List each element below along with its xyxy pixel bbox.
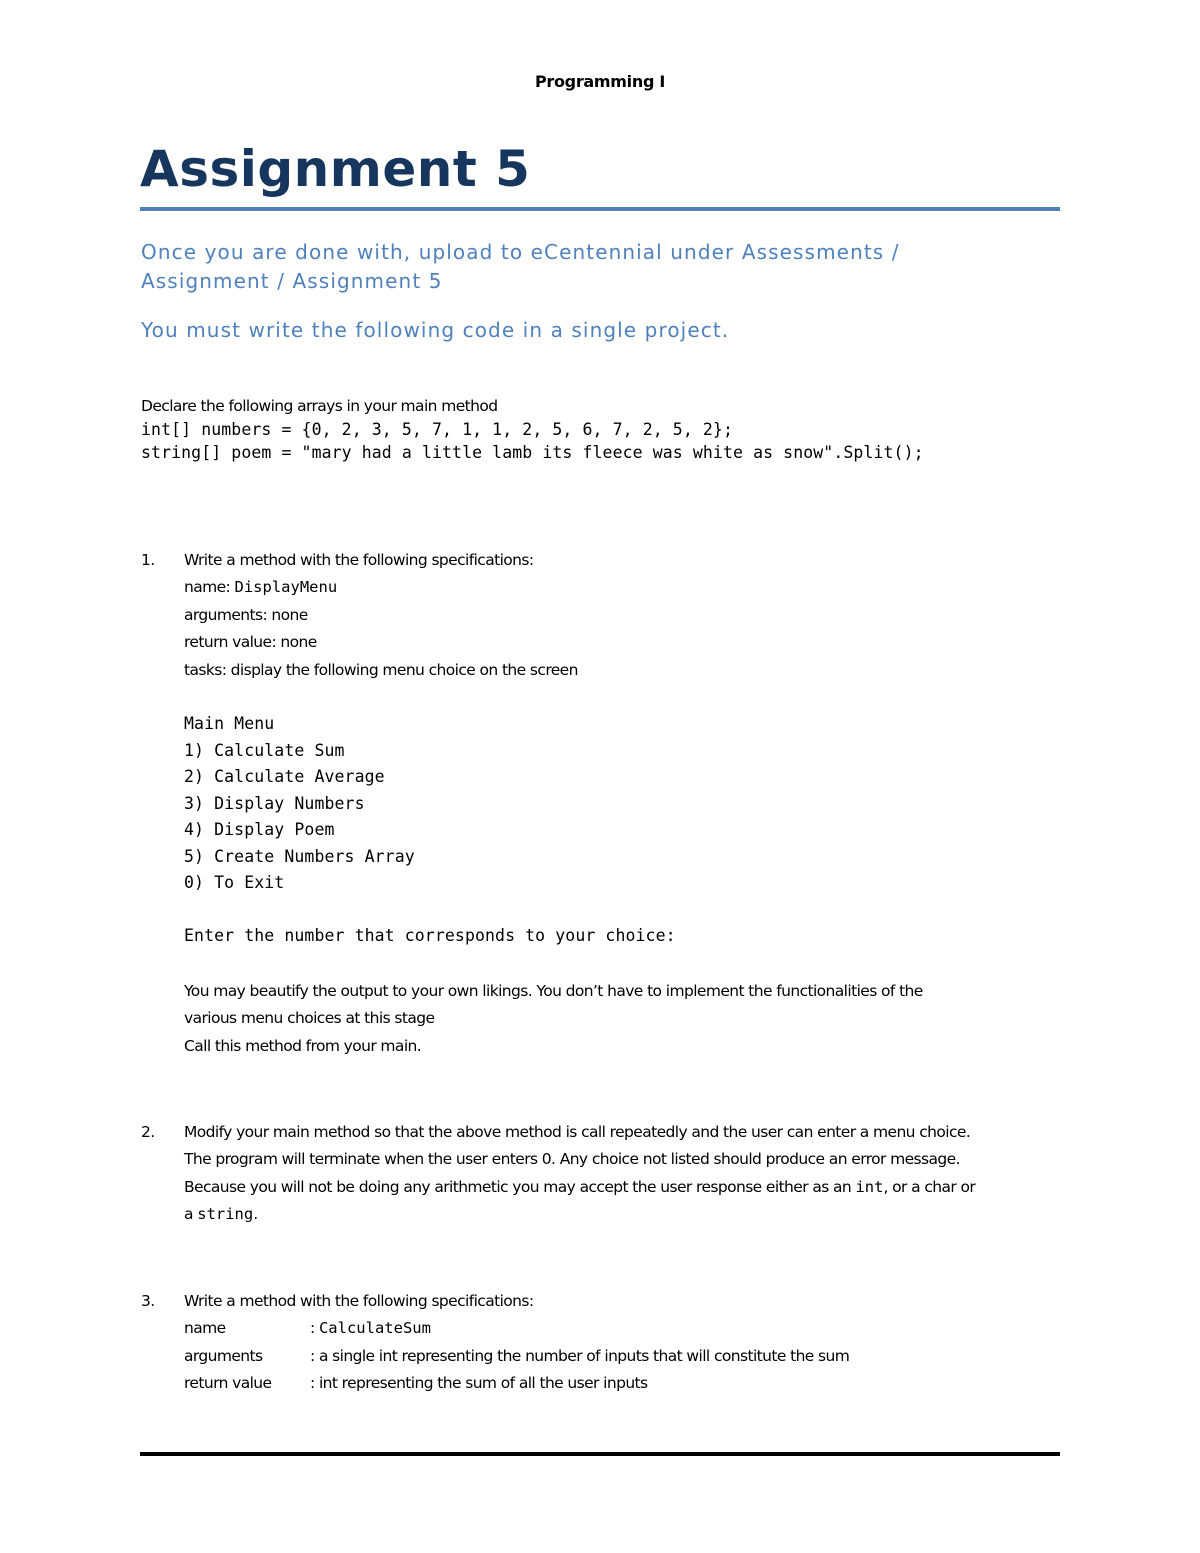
q3-name-spec xyxy=(184,1315,1064,1342)
q3-name-value: CalculateSum xyxy=(318,1319,431,1338)
q3-arguments-label: arguments xyxy=(184,1346,263,1365)
menu-line: 1) Calculate Sum xyxy=(184,740,345,760)
declare-intro: Declare the following arrays in your main method xyxy=(141,397,498,415)
q2-string-keyword: string xyxy=(197,1205,254,1224)
q1-intro: Write a method with the following specifications: xyxy=(184,551,534,569)
poem-array-code: string[] poem = "mary had a little lamb its fleece was white as snow".Split(); xyxy=(141,443,924,462)
q1-arguments-spec: arguments: none xyxy=(184,605,308,624)
upload-instructions-line-2: Assignment / Assignment 5 xyxy=(141,269,443,293)
q3-name-colon: : xyxy=(310,1319,319,1338)
q2-line-1: Modify your main method so that the above method is call repeatedly and the user can enter a menu choice. xyxy=(184,1123,971,1141)
q2-line-2: The program will terminate when the user enters 0. Any choice not listed should produce an error message. xyxy=(184,1150,960,1169)
menu-line: 4) Display Poem xyxy=(184,820,335,839)
q2-line-3-text: Because you will not be doing any arithmetic you may accept the user response either as an xyxy=(184,1177,856,1196)
single-project-note: You must write the following code in a single project. xyxy=(141,318,730,342)
q3-return-spec xyxy=(184,1370,1064,1397)
array-declarations xyxy=(141,395,924,464)
question-number: 2. xyxy=(141,1123,155,1141)
q1-note-line-3: Call this method from your main. xyxy=(184,1036,422,1055)
q2-line-4 xyxy=(184,1201,1064,1228)
menu-prompt: Enter the number that corresponds to your choice: xyxy=(184,926,676,945)
q3-return-label: return value xyxy=(184,1374,272,1393)
q2-int-keyword: int xyxy=(855,1177,884,1196)
q1-tasks-spec: tasks: display the following menu choice on the screen xyxy=(184,660,578,679)
question-number: 1. xyxy=(141,551,155,569)
menu-line: 0) To Exit xyxy=(184,873,285,892)
q1-return-spec: return value: none xyxy=(184,633,317,652)
footer-divider xyxy=(140,1452,1060,1456)
q1-name-value: DisplayMenu xyxy=(234,578,338,597)
q1-note-line-1: You may beautify the output to your own likings. You don’t have to implement the functionalities of the xyxy=(184,982,923,1000)
title-divider xyxy=(140,207,1060,211)
running-header: Programming I xyxy=(534,72,666,91)
menu-line: 5) Create Numbers Array xyxy=(184,846,415,866)
q1-name-label: name: xyxy=(184,578,235,597)
menu-line: Main Menu xyxy=(184,714,275,733)
q3-intro: Write a method with the following specifications: xyxy=(184,1292,534,1310)
q3-arguments-value: : a single int representing the number of inputs that will constitute the sum xyxy=(310,1346,850,1365)
q2-line-3-tail: , or a char or xyxy=(883,1177,976,1196)
q2-line-4-end: . xyxy=(253,1205,258,1224)
q1-note-line-2: various menu choices at this stage xyxy=(184,1009,435,1028)
menu-line: 3) Display Numbers xyxy=(184,793,365,813)
numbers-array-code: int[] numbers = {0, 2, 3, 5, 7, 1, 1, 2, 5, 6, 7, 2, 5, 2}; xyxy=(141,420,733,439)
menu-line: 2) Calculate Average xyxy=(184,767,385,786)
page-title: Assignment 5 xyxy=(140,140,531,198)
q3-name-label: name xyxy=(184,1319,226,1338)
q1-name-spec xyxy=(184,574,1064,601)
q3-return-value: : int representing the sum of all the user inputs xyxy=(310,1374,648,1393)
q2-line-3 xyxy=(184,1174,1064,1201)
q2-line-4-text: a xyxy=(184,1205,198,1224)
q3-arguments-spec xyxy=(184,1343,1064,1370)
question-number: 3. xyxy=(141,1292,155,1310)
upload-instructions xyxy=(141,238,1041,296)
upload-instructions-line-1: Once you are done with, upload to eCentennial under Assessments / xyxy=(141,240,900,264)
